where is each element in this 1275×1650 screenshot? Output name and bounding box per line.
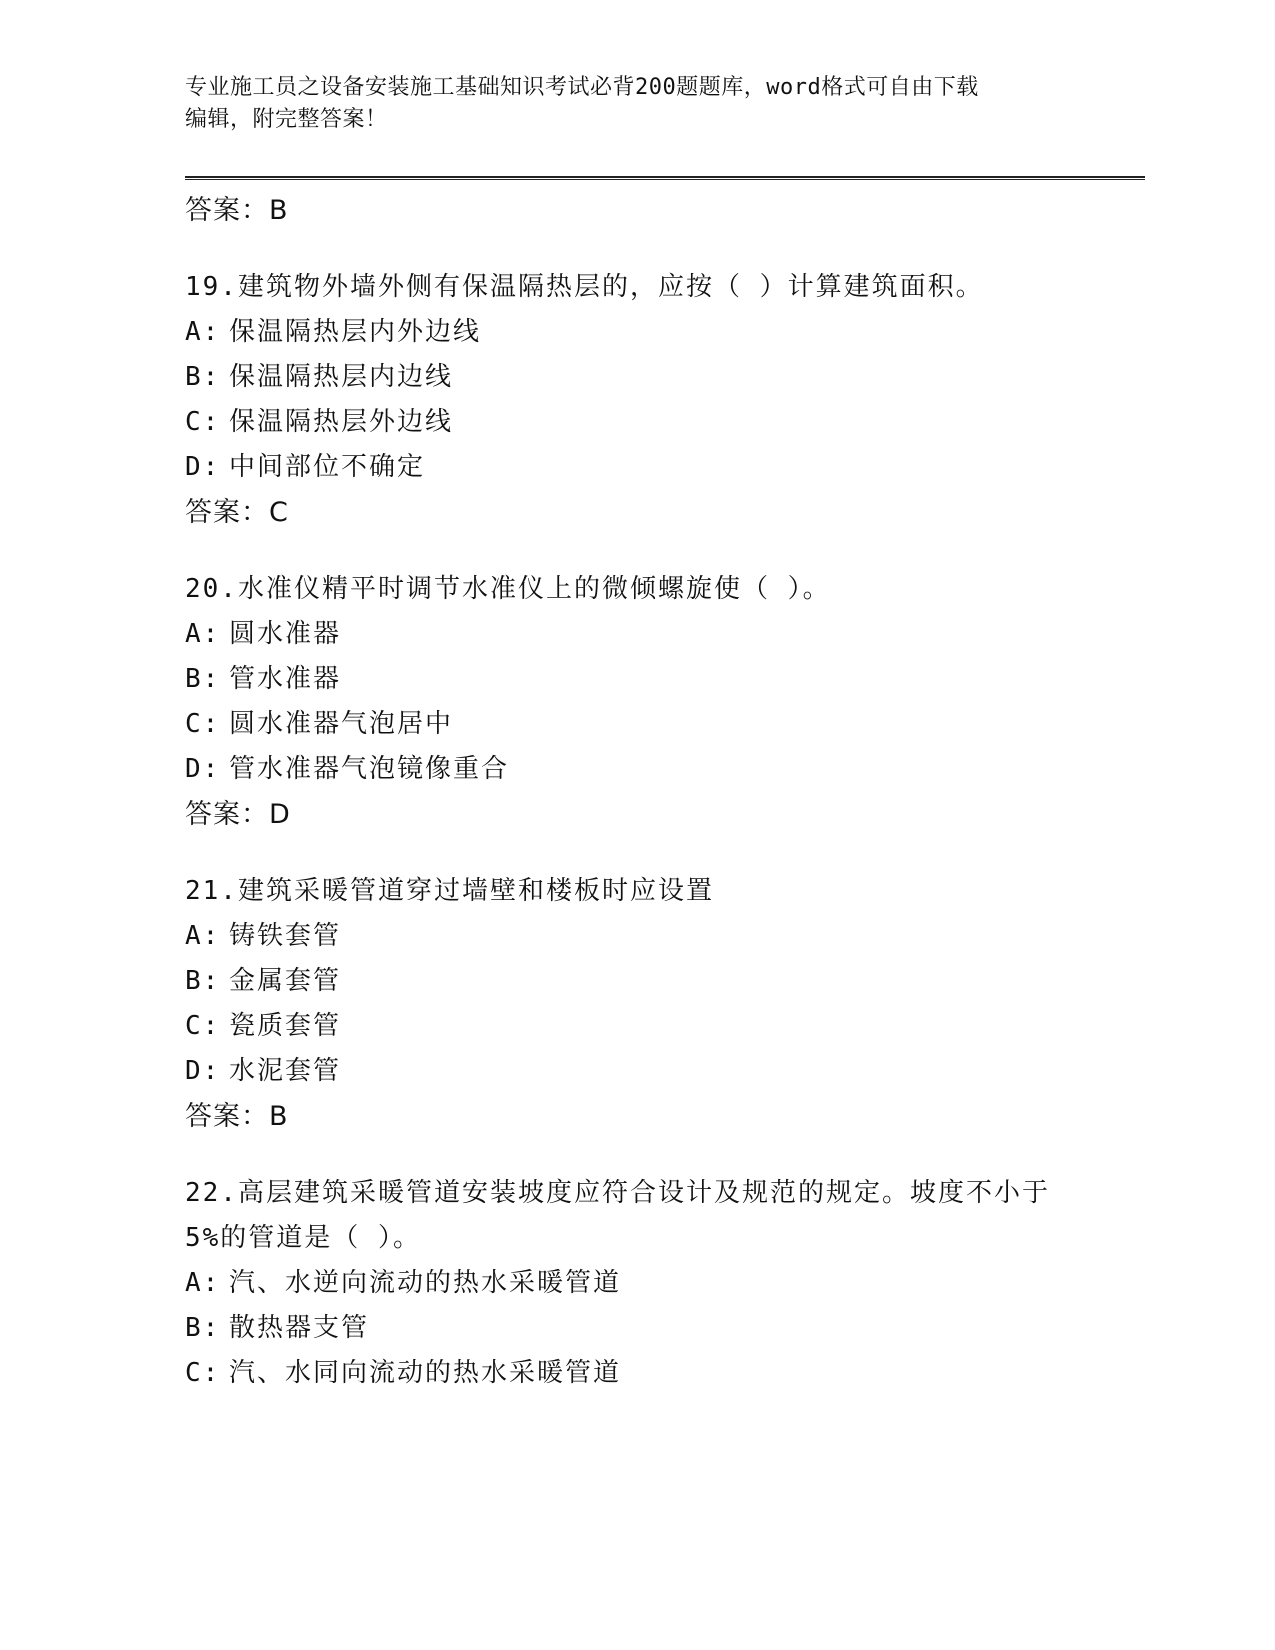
option-text: 金属套管 [229, 966, 342, 996]
option-text: 管水准器 [229, 664, 342, 694]
option-label: A: [185, 921, 221, 951]
option-label: D: [185, 1056, 221, 1086]
option-label: A: [185, 1268, 221, 1298]
option-d [185, 445, 1085, 490]
question-22 [185, 1171, 1085, 1396]
option-text: 铸铁套管 [229, 921, 342, 951]
question-text-line-2: 5%的管道是（ ）。 [185, 1223, 421, 1253]
option-text: 管水准器气泡镜像重合 [229, 754, 510, 784]
header-line-2: 编辑，附完整答案！ [185, 107, 388, 132]
option-b [185, 657, 1085, 702]
answer-line: 答案：D [185, 799, 291, 830]
option-text: 汽、水同向流动的热水采暖管道 [229, 1358, 622, 1388]
question-19 [185, 265, 1085, 535]
option-c [185, 1351, 1085, 1396]
option-text: 圆水准器 [229, 619, 342, 649]
question-21 [185, 869, 1085, 1139]
question-text: 21.建筑采暖管道穿过墙壁和楼板时应设置 [185, 876, 714, 906]
option-label: D: [185, 754, 221, 784]
option-a [185, 1261, 1085, 1306]
option-text: 圆水准器气泡居中 [229, 709, 454, 739]
option-label: C: [185, 407, 221, 437]
option-text: 保温隔热层内边线 [229, 362, 454, 392]
option-d [185, 747, 1085, 792]
option-label: C: [185, 709, 221, 739]
question-text: 20.水准仪精平时调节水准仪上的微倾螺旋使（ ）。 [185, 574, 831, 604]
option-text: 散热器支管 [229, 1313, 370, 1343]
option-label: D: [185, 452, 221, 482]
option-a [185, 612, 1085, 657]
option-text: 保温隔热层内外边线 [229, 317, 482, 347]
header-divider [185, 176, 1145, 180]
header-line-1: 专业施工员之设备安装施工基础知识考试必背200题题库，word格式可自由下载 [185, 75, 979, 100]
option-label: A: [185, 619, 221, 649]
option-text: 瓷质套管 [229, 1011, 342, 1041]
question-list [185, 188, 1085, 1396]
option-b [185, 1306, 1085, 1351]
option-a [185, 310, 1085, 355]
answer-line: 答案：B [185, 195, 289, 226]
option-c [185, 702, 1085, 747]
option-d [185, 1049, 1085, 1094]
question-text: 19.建筑物外墙外侧有保温隔热层的，应按（ ）计算建筑面积。 [185, 272, 984, 302]
option-text: 中间部位不确定 [229, 452, 426, 482]
option-text: 保温隔热层外边线 [229, 407, 454, 437]
option-b [185, 355, 1085, 400]
answer-line: 答案：B [185, 1101, 289, 1132]
question-text-line-1: 22.高层建筑采暖管道安装坡度应符合设计及规范的规定。坡度不小于 [185, 1178, 1050, 1208]
option-c [185, 400, 1085, 445]
option-c [185, 1004, 1085, 1049]
answer-line: 答案：C [185, 497, 289, 528]
page-header [185, 72, 1065, 136]
option-label: C: [185, 1011, 221, 1041]
question-20 [185, 567, 1085, 837]
option-label: B: [185, 1313, 221, 1343]
option-label: A: [185, 317, 221, 347]
option-label: B: [185, 362, 221, 392]
option-label: B: [185, 966, 221, 996]
option-text: 汽、水逆向流动的热水采暖管道 [229, 1268, 622, 1298]
option-label: B: [185, 664, 221, 694]
option-a [185, 914, 1085, 959]
option-text: 水泥套管 [229, 1056, 342, 1086]
option-b [185, 959, 1085, 1004]
option-label: C: [185, 1358, 221, 1388]
